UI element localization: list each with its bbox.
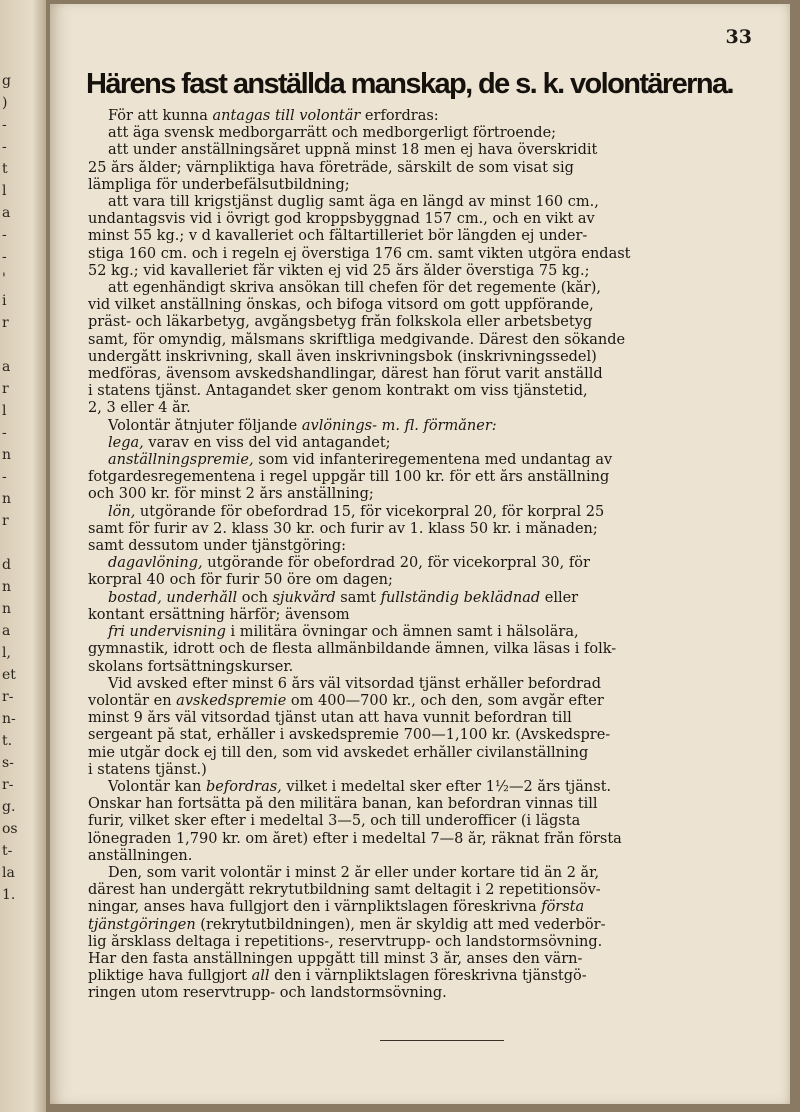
text-run: som vid infanteriregementena med undantag av	[253, 452, 613, 469]
italic-text: tjänstgöringen	[88, 916, 196, 933]
text-run: undantagsvis vid i övrigt god kroppsbyggnad 157 cm., och en vikt av	[88, 211, 595, 228]
italic-text: all	[251, 968, 270, 985]
text-run: att egenhändigt skriva ansökan till chefen för det regemente (kår),	[108, 280, 601, 297]
text-run: Har den fasta anställningen uppgått till minst 3 år, anses den värn-	[88, 950, 583, 967]
text-line	[88, 745, 760, 762]
text-run: 52 kg.; vid kavalleriet får vikten ej vid 25 års ålder överstiga 75 kg.;	[88, 262, 590, 279]
text-run: anställningen.	[88, 847, 193, 864]
body-text	[88, 108, 760, 1003]
margin-fragment: -	[2, 227, 7, 243]
text-run: ningar, anses hava fullgjort den i värnpliktslagen föreskrivna	[88, 899, 542, 916]
text-run: Volontär åtnjuter följande	[108, 417, 302, 434]
text-line	[88, 831, 760, 848]
margin-fragment: s-	[2, 755, 14, 771]
text-line	[88, 314, 760, 331]
text-run: utgörande för obefordrad 15, för vicekorpral 20, för korpral 25	[135, 503, 605, 520]
text-run: präst- och läkarbetyg, avgångsbetyg från folkskola eller arbetsbetyg	[88, 314, 593, 331]
text-line	[88, 796, 760, 813]
text-run: utgörande för obefordrad 20, för vicekorpral 30, för	[202, 555, 590, 572]
margin-fragment: a	[2, 205, 11, 221]
text-run: Volontär kan	[108, 778, 206, 795]
text-line	[88, 263, 760, 280]
text-line	[88, 366, 760, 383]
text-line	[88, 211, 760, 228]
italic-text: lega,	[108, 434, 144, 451]
text-run: i statens tjänst.)	[88, 761, 207, 778]
italic-text: antagas till volontär	[212, 108, 361, 124]
text-run: vid vilket anställning önskas, och bifoga vitsord om gott uppförande,	[88, 297, 594, 314]
text-line	[88, 951, 760, 968]
text-line	[88, 659, 760, 676]
text-line	[88, 538, 760, 555]
text-run: sergeant på stat, erhåller i avskedspremie 700—1,100 kr. (Avskedspre-	[88, 727, 611, 744]
italic-text: fullständig beklädnad	[380, 589, 541, 606]
text-run: varav en viss del vid antagandet;	[143, 434, 391, 451]
text-line	[88, 882, 760, 899]
margin-fragment: -	[2, 117, 7, 133]
text-run: och	[237, 589, 273, 606]
italic-text: dagavlöning,	[108, 555, 203, 572]
text-run: samt dessutom under tjänstgöring:	[88, 538, 347, 555]
text-run: För att kunna	[108, 108, 213, 124]
text-run: Den, som varit volontär i minst 2 år eller under kortare tid än 2 år,	[108, 864, 600, 881]
text-line	[88, 813, 760, 830]
text-line	[88, 108, 760, 125]
margin-fragment: et	[2, 667, 16, 683]
text-line	[88, 469, 760, 486]
text-run: Vid avsked efter minst 6 års väl vitsordad tjänst erhåller befordrad	[108, 675, 602, 692]
text-line	[88, 641, 760, 658]
text-run: erfordras:	[360, 108, 439, 124]
text-run: korpral 40 och för furir 50 öre om dagen;	[88, 572, 393, 589]
italic-text: lön,	[108, 503, 136, 520]
text-line	[88, 332, 760, 349]
margin-fragment: r	[2, 513, 9, 529]
text-run: lämpliga för underbefälsutbildning;	[88, 176, 350, 193]
margin-fragment: )	[2, 95, 8, 111]
italic-text: sjukvård	[272, 589, 336, 606]
text-run: kontant ersättning härför; ävensom	[88, 606, 350, 623]
text-run: 25 års ålder; värnpliktiga hava företräde, särskilt de som visat sig	[88, 159, 574, 176]
text-line	[88, 177, 760, 194]
text-line	[88, 572, 760, 589]
margin-fragment: n	[2, 447, 12, 463]
text-run: minst 9 års väl vitsordad tjänst utan att hava vunnit befordran till	[88, 710, 572, 727]
text-line	[88, 555, 760, 572]
text-line	[88, 142, 760, 159]
margin-fragment	[2, 532, 16, 554]
margin-fragment: -	[2, 139, 7, 155]
text-run: samt	[335, 589, 381, 606]
margin-fragment: n-	[2, 711, 16, 727]
margin-fragment: 1.	[2, 887, 16, 903]
italic-text: anställningspremie,	[108, 452, 254, 469]
margin-fragment: r-	[2, 689, 14, 705]
margin-fragment: d	[2, 557, 11, 573]
text-line	[88, 194, 760, 211]
text-line	[88, 865, 760, 882]
text-run: att under anställningsåret uppnå minst 18 men ej hava överskridit	[108, 142, 598, 159]
margin-fragment: a	[2, 623, 11, 639]
text-line	[88, 504, 760, 521]
text-run: medföras, ävensom avskedshandlingar, därest han förut varit anställd	[88, 366, 603, 383]
text-run: att vara till krigstjänst duglig samt äga en längd av minst 160 cm.,	[108, 194, 599, 211]
text-run: 2, 3 eller 4 år.	[88, 400, 191, 417]
italic-text: första	[541, 899, 585, 916]
text-run: om 400—700 kr., och den, som avgår efter	[286, 692, 604, 709]
text-line	[88, 297, 760, 314]
italic-text: befordras,	[205, 778, 282, 795]
text-run: skolans fortsättningskurser.	[88, 658, 294, 675]
text-run: minst 55 kg.; v d kavalleriet och fältartilleriet bör längden ej under-	[88, 228, 588, 245]
previous-page-edge	[0, 0, 46, 1112]
text-run: och 300 kr. för minst 2 års anställning;	[88, 486, 374, 503]
italic-text: avlönings- m. fl. förmåner:	[301, 417, 497, 434]
text-run: därest han undergått rekrytutbildning samt deltagit i 2 repetitionsöv-	[88, 882, 601, 899]
text-run: i militära övningar och ämnen samt i hälsolära,	[225, 624, 579, 641]
text-run: eller	[540, 589, 579, 606]
book-page	[50, 4, 790, 1104]
text-line	[88, 917, 760, 934]
text-run: att äga svensk medborgarrätt och medborgerligt förtroende;	[108, 125, 557, 142]
margin-fragment: r	[2, 381, 9, 397]
margin-fragment: t.	[2, 733, 13, 749]
text-run: undergått inskrivning, skall även inskrivningsbok (inskrivningssedel)	[88, 348, 597, 365]
text-line	[88, 985, 760, 1002]
text-line	[88, 452, 760, 469]
margin-fragment: a	[2, 359, 11, 375]
text-run: stiga 160 cm. och i regeln ej överstiga 176 cm. samt vikten utgöra endast	[88, 245, 631, 262]
margin-fragment: os	[2, 821, 18, 837]
closing-rule	[380, 1040, 504, 1041]
margin-fragment	[2, 334, 16, 356]
text-run: vilket i medeltal sker efter 1½—2 års tjänst.	[281, 778, 612, 795]
text-line	[88, 160, 760, 177]
text-run: pliktige hava fullgjort	[88, 968, 252, 985]
text-line	[88, 349, 760, 366]
text-line	[88, 435, 760, 452]
page-number: 33	[725, 26, 752, 48]
text-line	[88, 400, 760, 417]
text-line	[88, 486, 760, 503]
text-run: lönegraden 1,790 kr. om året) efter i medeltal 7—8 år, räknat från första	[88, 830, 622, 847]
margin-fragment: t	[2, 161, 8, 177]
text-run: ringen utom reservtrupp- och landstormsövning.	[88, 985, 447, 1002]
text-line	[88, 383, 760, 400]
text-line	[88, 228, 760, 245]
text-line	[88, 125, 760, 142]
text-run: i statens tjänst. Antagandet sker genom kontrakt om viss tjänstetid,	[88, 383, 588, 400]
text-line	[88, 280, 760, 297]
previous-page-margin-text	[2, 70, 16, 906]
text-run: (rekrytutbildningen), men är skyldig att med vederbör-	[195, 916, 606, 933]
margin-fragment: t-	[2, 843, 13, 859]
text-line	[88, 418, 760, 435]
text-line	[88, 624, 760, 641]
italic-text: avskedspremie	[176, 692, 287, 709]
italic-text: fri undervisning	[108, 624, 226, 641]
margin-fragment: r	[2, 315, 9, 331]
text-line	[88, 934, 760, 951]
text-run: furir, vilket sker efter i medeltal 3—5, och till underofficer (i lägsta	[88, 813, 581, 830]
text-run: Önskar han fortsätta på den militära banan, kan befordran vinnas till	[88, 796, 598, 813]
margin-fragment: i	[2, 293, 7, 309]
text-run: lig årsklass deltaga i repetitions-, reservtrupp- och landstormsövning.	[88, 933, 603, 950]
text-line	[88, 246, 760, 263]
text-line	[88, 607, 760, 624]
text-line	[88, 779, 760, 796]
margin-fragment: n	[2, 491, 12, 507]
text-run: gymnastik, idrott och de flesta allmänbildande ämnen, vilka läsas i folk-	[88, 641, 617, 658]
text-run: samt för furir av 2. klass 30 kr. och furir av 1. klass 50 kr. i månaden;	[88, 520, 598, 537]
margin-fragment: g	[2, 73, 11, 89]
text-line	[88, 590, 760, 607]
text-line	[88, 693, 760, 710]
page-title: Härens fast anställda manskap, de s. k. volontärerna.	[86, 68, 733, 100]
margin-fragment: -	[2, 249, 7, 265]
margin-fragment: l	[2, 183, 7, 199]
text-line	[88, 521, 760, 538]
text-run: fotgardesregementena i regel uppgår till 100 kr. för ett års anställning	[88, 469, 610, 486]
text-run: mie utgår dock ej till den, som vid avskedet erhåller civilanställning	[88, 744, 589, 761]
text-line	[88, 762, 760, 779]
margin-fragment: la	[2, 865, 15, 881]
margin-fragment: n	[2, 579, 12, 595]
text-line	[88, 676, 760, 693]
margin-fragment: g.	[2, 799, 16, 815]
text-run: den i värnpliktslagen föreskrivna tjänstgö-	[269, 968, 587, 985]
margin-fragment: r-	[2, 777, 14, 793]
margin-fragment: -	[2, 469, 7, 485]
text-line	[88, 727, 760, 744]
text-run: volontär en	[88, 692, 177, 709]
text-line	[88, 968, 760, 985]
margin-fragment: '	[2, 271, 6, 287]
text-line	[88, 848, 760, 865]
text-line	[88, 710, 760, 727]
margin-fragment: l	[2, 403, 7, 419]
margin-fragment: -	[2, 425, 7, 441]
italic-text: bostad, underhåll	[108, 589, 238, 606]
text-line	[88, 899, 760, 916]
margin-fragment: l,	[2, 645, 11, 661]
text-run: samt, för omyndig, målsmans skriftliga medgivande. Därest den sökande	[88, 331, 626, 348]
margin-fragment: n	[2, 601, 12, 617]
